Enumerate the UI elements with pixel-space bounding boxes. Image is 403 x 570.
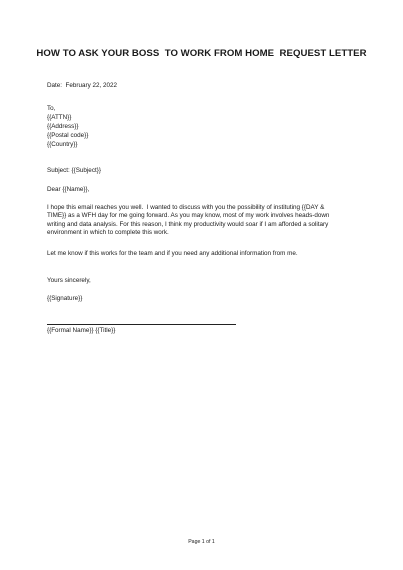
recipient-attn: {{ATTN}} (47, 114, 72, 121)
body-line: writing and data analysis. For this reason, I think my productivity would soar if I am afforded a solitary (47, 220, 329, 228)
formal-name-title: {{Formal Name}} {{Title}} (47, 327, 116, 334)
letter-title: HOW TO ASK YOUR BOSS TO WORK FROM HOME REQUEST LETTER (36, 48, 367, 59)
letter-sign-off: Yours sincerely, (47, 277, 91, 284)
letter-subject: Subject: {{Subject}} (47, 167, 101, 174)
recipient-address: {{Address}} (47, 123, 79, 130)
letter-closing-request: Let me know if this works for the team and if you need any additional information from me. (47, 250, 298, 257)
recipient-to: To, (47, 105, 56, 112)
recipient-postal-code: {{Postal code}} (47, 132, 89, 139)
body-line: TIME}} as a WFH day for me going forward. As you may know, most of my work involves heads-down (47, 212, 330, 220)
letter-body-paragraph (47, 204, 362, 238)
body-line: environment in which to complete this work. (47, 229, 169, 237)
body-line: I hope this email reaches you well. I wanted to discuss with you the possibility of instituting {{DAY & (47, 204, 325, 211)
signature-line (47, 324, 236, 325)
signature-placeholder: {{Signature}} (47, 295, 83, 302)
letter-salutation: Dear {{Name}}, (47, 186, 90, 193)
page-footer: Page 1 of 1 (188, 539, 215, 545)
letter-date: Date: February 22, 2022 (47, 82, 118, 89)
recipient-country: {{Country}} (47, 141, 78, 148)
